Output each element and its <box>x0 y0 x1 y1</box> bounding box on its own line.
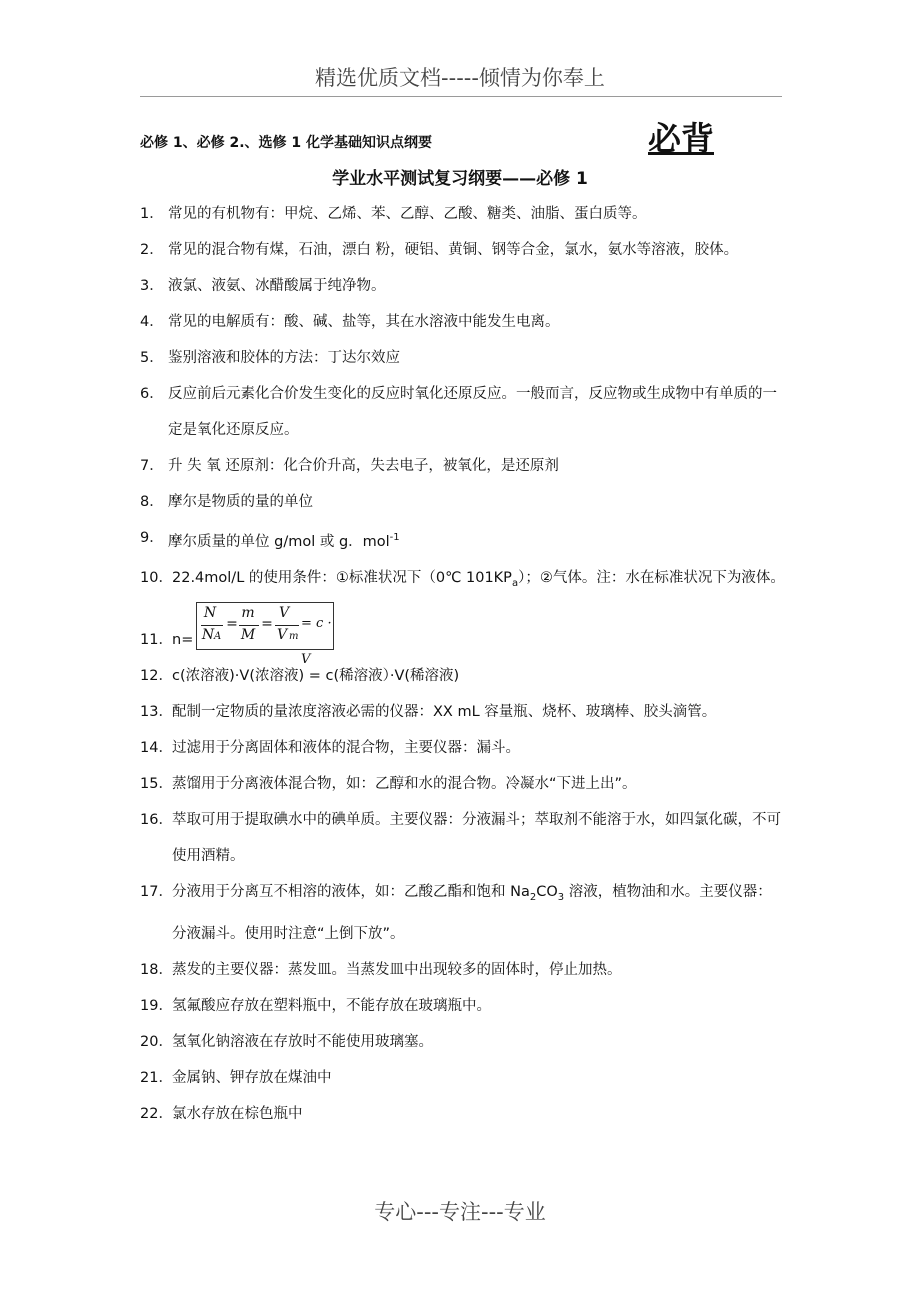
list-item <box>140 658 786 694</box>
list-item <box>140 1024 786 1060</box>
item-number: 8． <box>140 494 164 510</box>
formula-equals: = <box>261 615 273 632</box>
list-item <box>140 952 786 988</box>
list-item <box>140 802 786 874</box>
list-item <box>140 448 786 484</box>
item-number: 15． <box>140 775 173 792</box>
item-text-tail: ）；②气体。注：水在标准状况下为液体。 <box>518 569 785 586</box>
item-number: 17． <box>140 883 173 900</box>
item-number: 16． <box>140 811 173 828</box>
formula-equals: = <box>226 615 238 632</box>
item-number: 9． <box>140 530 164 546</box>
item-number: 18． <box>140 961 173 978</box>
item-number: 21． <box>140 1069 173 1086</box>
formula-denominator: N <box>201 626 215 643</box>
item-text: 蒸馏用于分离液体混合物，如：乙醇和水的混合物。冷凝水“下进上出”。 <box>172 775 637 792</box>
item-number: 4． <box>140 314 164 330</box>
formula-numerator: N <box>203 604 217 621</box>
item-text: 反应前后元素化合价发生变化的反应时氧化还原反应。一般而言，反应物或生成物中有单质的一定是氧化还原反应。 <box>168 386 777 438</box>
formula-numerator: m <box>241 604 255 621</box>
list-item <box>140 1060 786 1096</box>
item-number: 13． <box>140 703 173 720</box>
item-number: 5． <box>140 350 164 366</box>
item-text: 氢氟酸应存放在塑料瓶中，不能存放在玻璃瓶中。 <box>172 997 491 1014</box>
item-text: 常见的有机物有：甲烷、乙烯、苯、乙醇、乙酸、糖类、油脂、蛋白质等。 <box>168 206 647 222</box>
item-number: 3． <box>140 278 164 294</box>
item-subscript: a <box>511 577 519 589</box>
item-text: 萃取可用于提取碘水中的碘单质。主要仪器：分液漏斗；萃取剂不能溶于水，如四氯化碳，不可使用酒精。 <box>172 811 781 864</box>
item-subscript: 3 <box>557 891 565 903</box>
list-item <box>140 694 786 730</box>
item-text: 常见的混合物有煤，石油，漂白 粉，硬铝、黄铜、钢等合金，氯水，氨水等溶液，胶体。 <box>168 242 739 258</box>
must-memorize-label: 必背 <box>648 119 714 158</box>
item-number: 10． <box>140 569 173 586</box>
item-text: 分液用于分离互不相溶的液体，如：乙酸乙酯和饱和 Na <box>172 883 530 900</box>
list-item <box>140 560 786 602</box>
item-superscript: -1 <box>389 532 400 543</box>
page-header: 精选优质文档-----倾情为你奉上 <box>315 66 605 90</box>
item-number: 12． <box>140 667 173 684</box>
item-text: 摩尔质量的单位 g/mol 或 g．mol <box>168 533 390 550</box>
item-text: 升 失 氧 还原剂：化合价升高，失去电子，被氧化，是还原剂 <box>168 458 559 474</box>
list-item <box>140 196 786 232</box>
list-item <box>140 340 786 376</box>
item-text: 鉴别溶液和胶体的方法：丁达尔效应 <box>168 350 400 366</box>
list-item <box>140 874 786 952</box>
item-number: 6． <box>140 386 164 402</box>
list-item <box>140 376 786 448</box>
formula-tail: = c · V <box>301 615 332 667</box>
item-subscript: 2 <box>529 891 537 903</box>
item-text: 22.4mol/L 的使用条件：①标准状况下（0℃ 101KP <box>172 569 512 586</box>
formula-denominator: M <box>240 626 256 643</box>
item-number: 19． <box>140 997 173 1014</box>
list-item <box>140 766 786 802</box>
document-subtitle: 必修 1、必修 2.、选修 1 化学基础知识点纲要 <box>140 135 433 151</box>
list-item <box>140 232 786 268</box>
item-text: 常见的电解质有：酸、碱、盐等，其在水溶液中能发生电离。 <box>168 314 560 330</box>
item-text: 摩尔是物质的量的单位 <box>168 494 313 510</box>
list-item <box>140 730 786 766</box>
item-text: 过滤用于分离固体和液体的混合物，主要仪器：漏斗。 <box>172 739 520 756</box>
list-item <box>140 520 786 560</box>
formula-numerator: V <box>278 604 290 621</box>
item-number: 22． <box>140 1105 173 1122</box>
header-divider <box>140 96 782 97</box>
formula-box <box>196 602 334 667</box>
item-text: c(浓溶液)·V(浓溶液) = c(稀溶液）·V(稀溶液) <box>172 667 460 684</box>
list-item <box>140 988 786 1024</box>
item-number: 2． <box>140 242 164 258</box>
list-item <box>140 484 786 520</box>
item-number: 20． <box>140 1033 173 1050</box>
list-item <box>140 304 786 340</box>
item-number: 14． <box>140 739 173 756</box>
knowledge-list <box>140 196 786 1132</box>
item-number: 7． <box>140 458 164 474</box>
formula-denominator: V <box>276 626 288 643</box>
item-text: 金属钠、钾存放在煤油中 <box>172 1069 332 1086</box>
list-item <box>140 1096 786 1132</box>
item-number: 11． <box>140 631 173 648</box>
section-title: 学业水平测试复习纲要——必修 1 <box>332 169 588 189</box>
item-text: 蒸发的主要仪器：蒸发皿。当蒸发皿中出现较多的固体时，停止加热。 <box>172 961 622 978</box>
item-text: 配制一定物质的量浓度溶液必需的仪器：XX mL 容量瓶、烧杯、玻璃棒、胶头滴管。 <box>172 703 717 720</box>
item-text: 氯水存放在棕色瓶中 <box>172 1105 303 1122</box>
item-number: 1． <box>140 206 164 222</box>
item-text-tail: 溶液，植物油和水。主要仪器：分液漏斗。使用时注意“上倒下放”。 <box>172 883 772 942</box>
item-text: 液氯、液氨、冰醋酸属于纯净物。 <box>168 278 386 294</box>
formula-prefix: n= <box>172 631 194 648</box>
formula-subscript: m <box>289 630 299 642</box>
page-footer: 专心---专注---专业 <box>374 1200 546 1224</box>
list-item <box>140 602 786 667</box>
item-text: 氢氧化钠溶液在存放时不能使用玻璃塞。 <box>172 1033 433 1050</box>
item-text-mid: CO <box>536 883 558 900</box>
formula-subscript: A <box>214 630 222 642</box>
list-item <box>140 268 786 304</box>
